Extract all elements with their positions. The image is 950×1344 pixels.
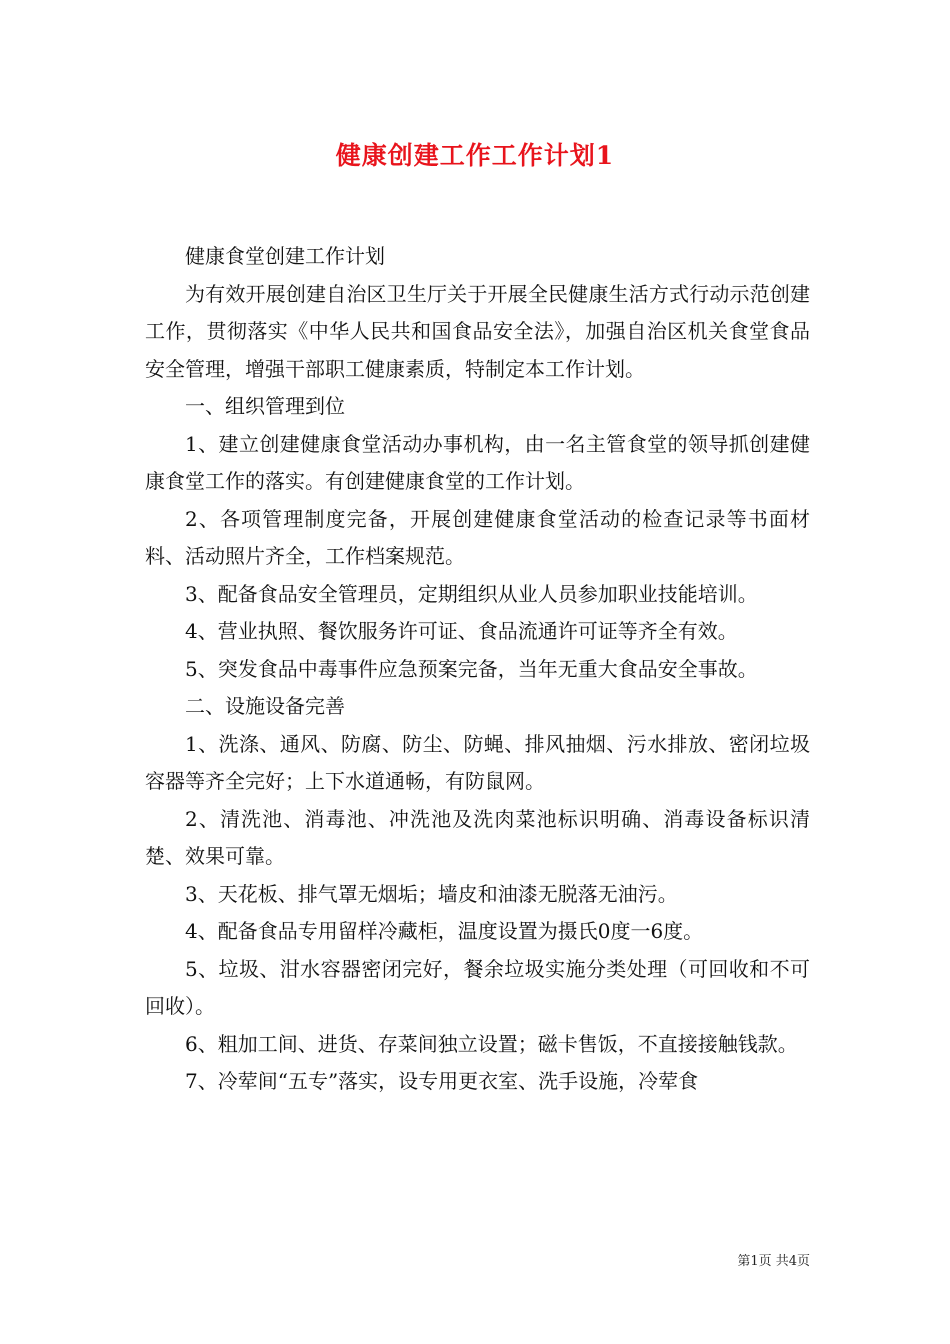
paragraph: 3、天花板、排气罩无烟垢；墙皮和油漆无脱落无油污。 (185, 881, 678, 906)
paragraph: 3、配备食品安全管理员，定期组织从业人员参加职业技能培训。 (185, 581, 758, 606)
section-heading: 二、设施设备完善 (185, 694, 345, 718)
paragraph: 1、洗涤、通风、防腐、防尘、防蝇、排风抽烟、污水排放、密闭垃圾容器等齐全完好；上下水道通畅，有防鼠网。 (145, 731, 810, 793)
paragraph: 4、营业执照、餐饮服务许可证、食品流通许可证等齐全有效。 (185, 619, 738, 643)
paragraph: 2、各项管理制度完备，开展创建健康食堂活动的检查记录等书面材料、活动照片齐全，工作档案规范。 (145, 506, 810, 568)
paragraph: 为有效开展创建自治区卫生厅关于开展全民健康生活方式行动示范创建工作，贯彻落实《中华人民共和国食品安全法》，加强自治区机关食堂食品安全管理，增强干部职工健康素质，特制定本工作计划。 (145, 281, 810, 381)
paragraph: 健康食堂创建工作计划 (185, 244, 385, 268)
paragraph: 7、冷荤间“五专”落实，设专用更衣室、洗手设施，冷荤食 (185, 1069, 699, 1093)
paragraph: 6、粗加工间、进货、存菜间独立设置；磁卡售饭，不直接接触钱款。 (185, 1031, 798, 1056)
paragraph: 4、配备食品专用留样冷藏柜，温度设置为摄氏0度一6度。 (185, 919, 704, 943)
document-body (145, 238, 810, 1101)
section-heading: 一、组织管理到位 (185, 394, 345, 418)
paragraph: 5、突发食品中毒事件应急预案完备，当年无重大食品安全事故。 (185, 656, 758, 681)
paragraph: 5、垃圾、泔水容器密闭完好，餐余垃圾实施分类处理（可回收和不可回收）。 (145, 956, 810, 1018)
page-number-footer: 第1页 共4页 (737, 1254, 810, 1269)
paragraph: 2、清洗池、消毒池、冲洗池及洗肉菜池标识明确、消毒设备标识清楚、效果可靠。 (145, 806, 810, 868)
document-title: 健康创建工作工作计划1 (335, 141, 615, 170)
paragraph: 1、建立创建健康食堂活动办事机构，由一名主管食堂的领导抓创建健康食堂工作的落实。有创建健康食堂的工作计划。 (145, 431, 810, 493)
